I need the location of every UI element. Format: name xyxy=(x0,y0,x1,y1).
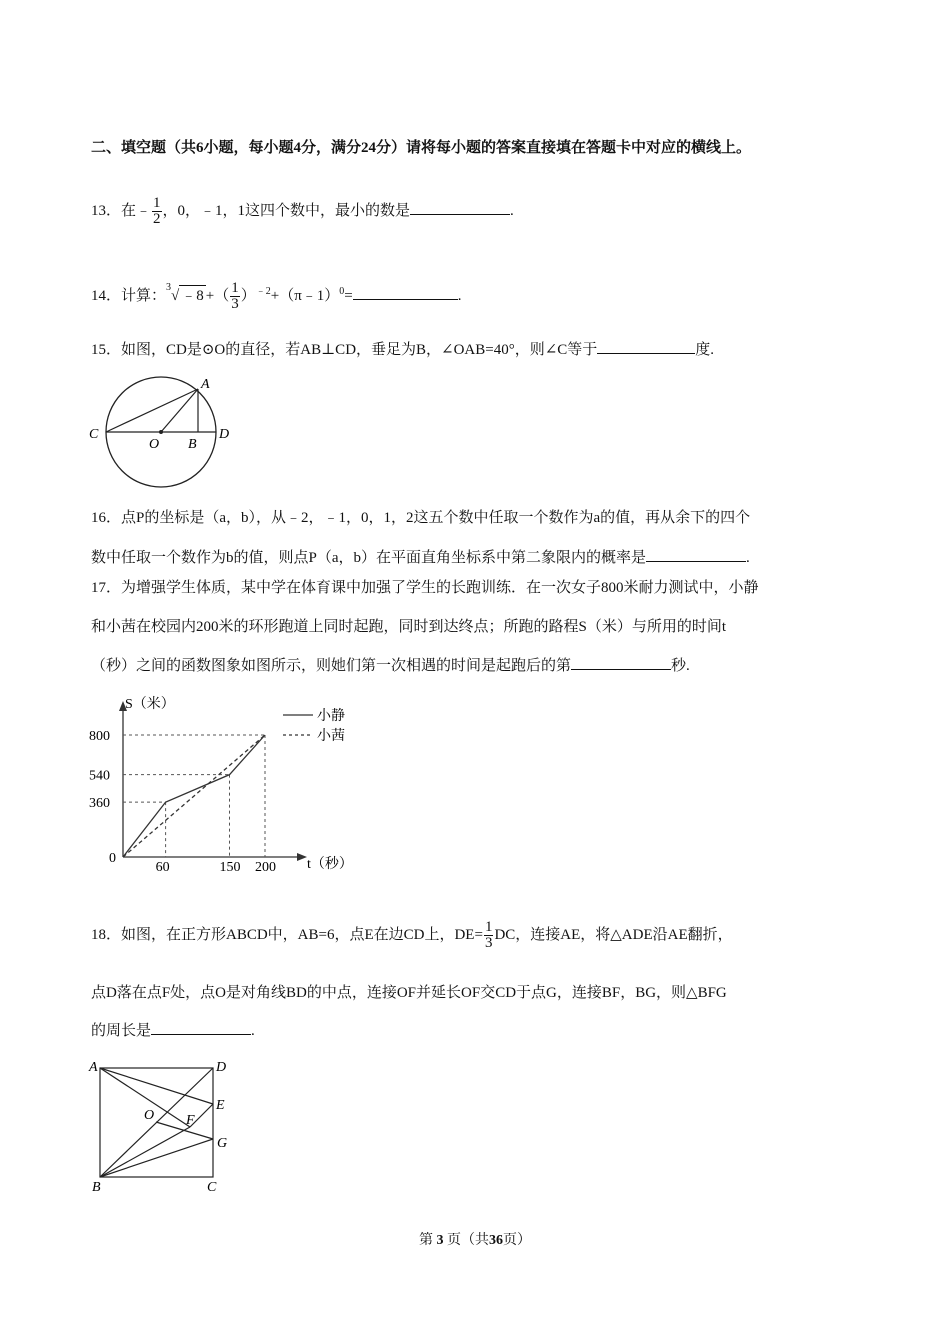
q17-end: 秒. xyxy=(671,658,690,674)
answer-blank[interactable] xyxy=(597,339,695,354)
distance-time-chart xyxy=(85,690,375,880)
origin-label: 0 xyxy=(109,851,116,866)
circle-figure xyxy=(85,372,245,492)
answer-blank[interactable] xyxy=(410,200,510,215)
label-e: E xyxy=(216,1098,225,1113)
label-o: O xyxy=(149,437,160,452)
section-heading: 二、填空题（共6小题，每小题4分，满分24分）请将每小题的答案直接填在答题卡中对应的横线上。 xyxy=(91,140,752,156)
question-17-line1: 17．为增强学生体质，某中学在体育课中加强了学生的长跑训练．在一次女子800米耐力测试中，小静 xyxy=(91,580,759,596)
q17-text: （秒）之间的函数图象如图所示，则她们第一次相遇的时间是起跑后的第 xyxy=(91,658,572,674)
exponent: 0 xyxy=(339,286,345,297)
label-d: D xyxy=(216,1060,227,1075)
q15-text: 15．如图，CD是⊙O的直径，若AB⊥CD，垂足为B，∠OAB=40°，则∠C等于 xyxy=(91,342,598,358)
q13-prefix: 13．在﹣ xyxy=(91,202,152,219)
numerator: 1 xyxy=(484,919,493,935)
q16-text: 数中任取一个数作为b的值，则点P（a，b）在平面直角坐标系中第二象限内的概率是 xyxy=(91,550,647,566)
q18-end: . xyxy=(251,1023,255,1039)
total-pages: 36 xyxy=(489,1233,503,1248)
label-b: B xyxy=(188,437,197,452)
x-axis-label: t（秒） xyxy=(307,857,353,872)
label-d: D xyxy=(219,427,230,442)
label-c: C xyxy=(207,1180,217,1195)
question-13 xyxy=(91,196,514,227)
question-14 xyxy=(91,278,462,312)
fraction xyxy=(484,920,494,951)
question-17-line2: 和小茜在校园内200米的环形跑道上同时起跑，同时到达终点；所跑的路程S（米）与所用的时间t xyxy=(91,619,727,635)
q18-text: 的周长是 xyxy=(91,1023,152,1039)
label-o: O xyxy=(144,1108,155,1123)
x-tick-label: 150 xyxy=(219,860,241,875)
segment-bg xyxy=(100,1139,213,1177)
q14-end: . xyxy=(457,288,462,304)
numerator: 1 xyxy=(231,280,239,297)
answer-blank[interactable] xyxy=(646,547,746,562)
denominator: 3 xyxy=(484,935,493,951)
numerator: 1 xyxy=(153,195,161,211)
root-index: 3 xyxy=(166,282,172,293)
page-footer xyxy=(0,1229,950,1249)
y-tick-label: 360 xyxy=(89,796,110,812)
legend-label-xiaoqian: 小茜 xyxy=(317,729,345,744)
label-a: A xyxy=(201,377,210,392)
answer-blank[interactable] xyxy=(151,1020,251,1035)
q14-plus: +（ xyxy=(205,288,230,304)
question-17-line3 xyxy=(91,655,690,676)
question-15 xyxy=(91,339,714,360)
segment-ae xyxy=(100,1068,213,1104)
footer-mid: 页（共 xyxy=(447,1233,489,1248)
q13-end: . xyxy=(510,202,514,219)
q15-end: 度. xyxy=(695,342,715,358)
answer-blank[interactable] xyxy=(353,285,458,300)
legend-label-xiaojing: 小静 xyxy=(317,709,345,724)
series-line-1 xyxy=(123,735,265,857)
segment-oa xyxy=(161,389,198,432)
question-16-line2 xyxy=(91,547,750,568)
label-f: F xyxy=(186,1113,195,1128)
x-axis-arrow-icon xyxy=(297,853,307,861)
question-18-line1 xyxy=(91,920,733,951)
q16-end: . xyxy=(746,550,750,566)
y-axis-label: S（米） xyxy=(125,697,175,712)
denominator: 2 xyxy=(153,211,161,227)
y-tick-label: 540 xyxy=(89,768,110,784)
fraction xyxy=(230,281,240,312)
footer-post: 页） xyxy=(503,1233,531,1248)
radicand: ﹣8 xyxy=(179,285,206,306)
x-tick-label: 60 xyxy=(155,860,170,875)
label-b: B xyxy=(92,1180,101,1195)
footer-pre: 第 xyxy=(419,1233,433,1248)
page-number: 3 xyxy=(436,1233,444,1248)
x-tick-label: 200 xyxy=(255,860,276,875)
label-c: C xyxy=(89,427,99,442)
q18-text: DC，连接AE，将△ADE沿AE翻折， xyxy=(494,926,733,943)
question-16-line1: 16．点P的坐标是（a，b），从﹣2，﹣1，0，1，2这五个数中任取一个数作为a的值，再从余下的四个 xyxy=(91,510,751,526)
y-tick-label: 800 xyxy=(89,729,110,744)
q14-paren: ） xyxy=(240,288,256,304)
q13-text: ，0，﹣1，1这四个数中，最小的数是 xyxy=(162,202,411,219)
label-g: G xyxy=(217,1136,228,1151)
answer-blank[interactable] xyxy=(571,655,671,670)
fraction xyxy=(152,196,162,227)
q14-rest: +（π﹣1） xyxy=(270,288,340,304)
equals: = xyxy=(344,288,353,304)
question-18-line3 xyxy=(91,1020,255,1041)
square-figure xyxy=(85,1055,245,1200)
exponent: ﹣2 xyxy=(255,286,271,297)
center-point xyxy=(159,430,163,434)
question-18-line2: 点D落在点F处，点O是对角线BD的中点，连接OF并延长OF交CD于点G，连接BF，BG，则△BFG xyxy=(91,985,727,1001)
segment-bf xyxy=(100,1127,190,1177)
radical-icon: √ xyxy=(171,288,180,304)
denominator: 3 xyxy=(231,296,239,313)
q18-prefix: 18．如图，在正方形ABCD中，AB=6，点E在边CD上，DE= xyxy=(91,926,483,943)
q14-prefix: 14．计算： xyxy=(91,288,167,304)
label-a: A xyxy=(89,1060,98,1075)
